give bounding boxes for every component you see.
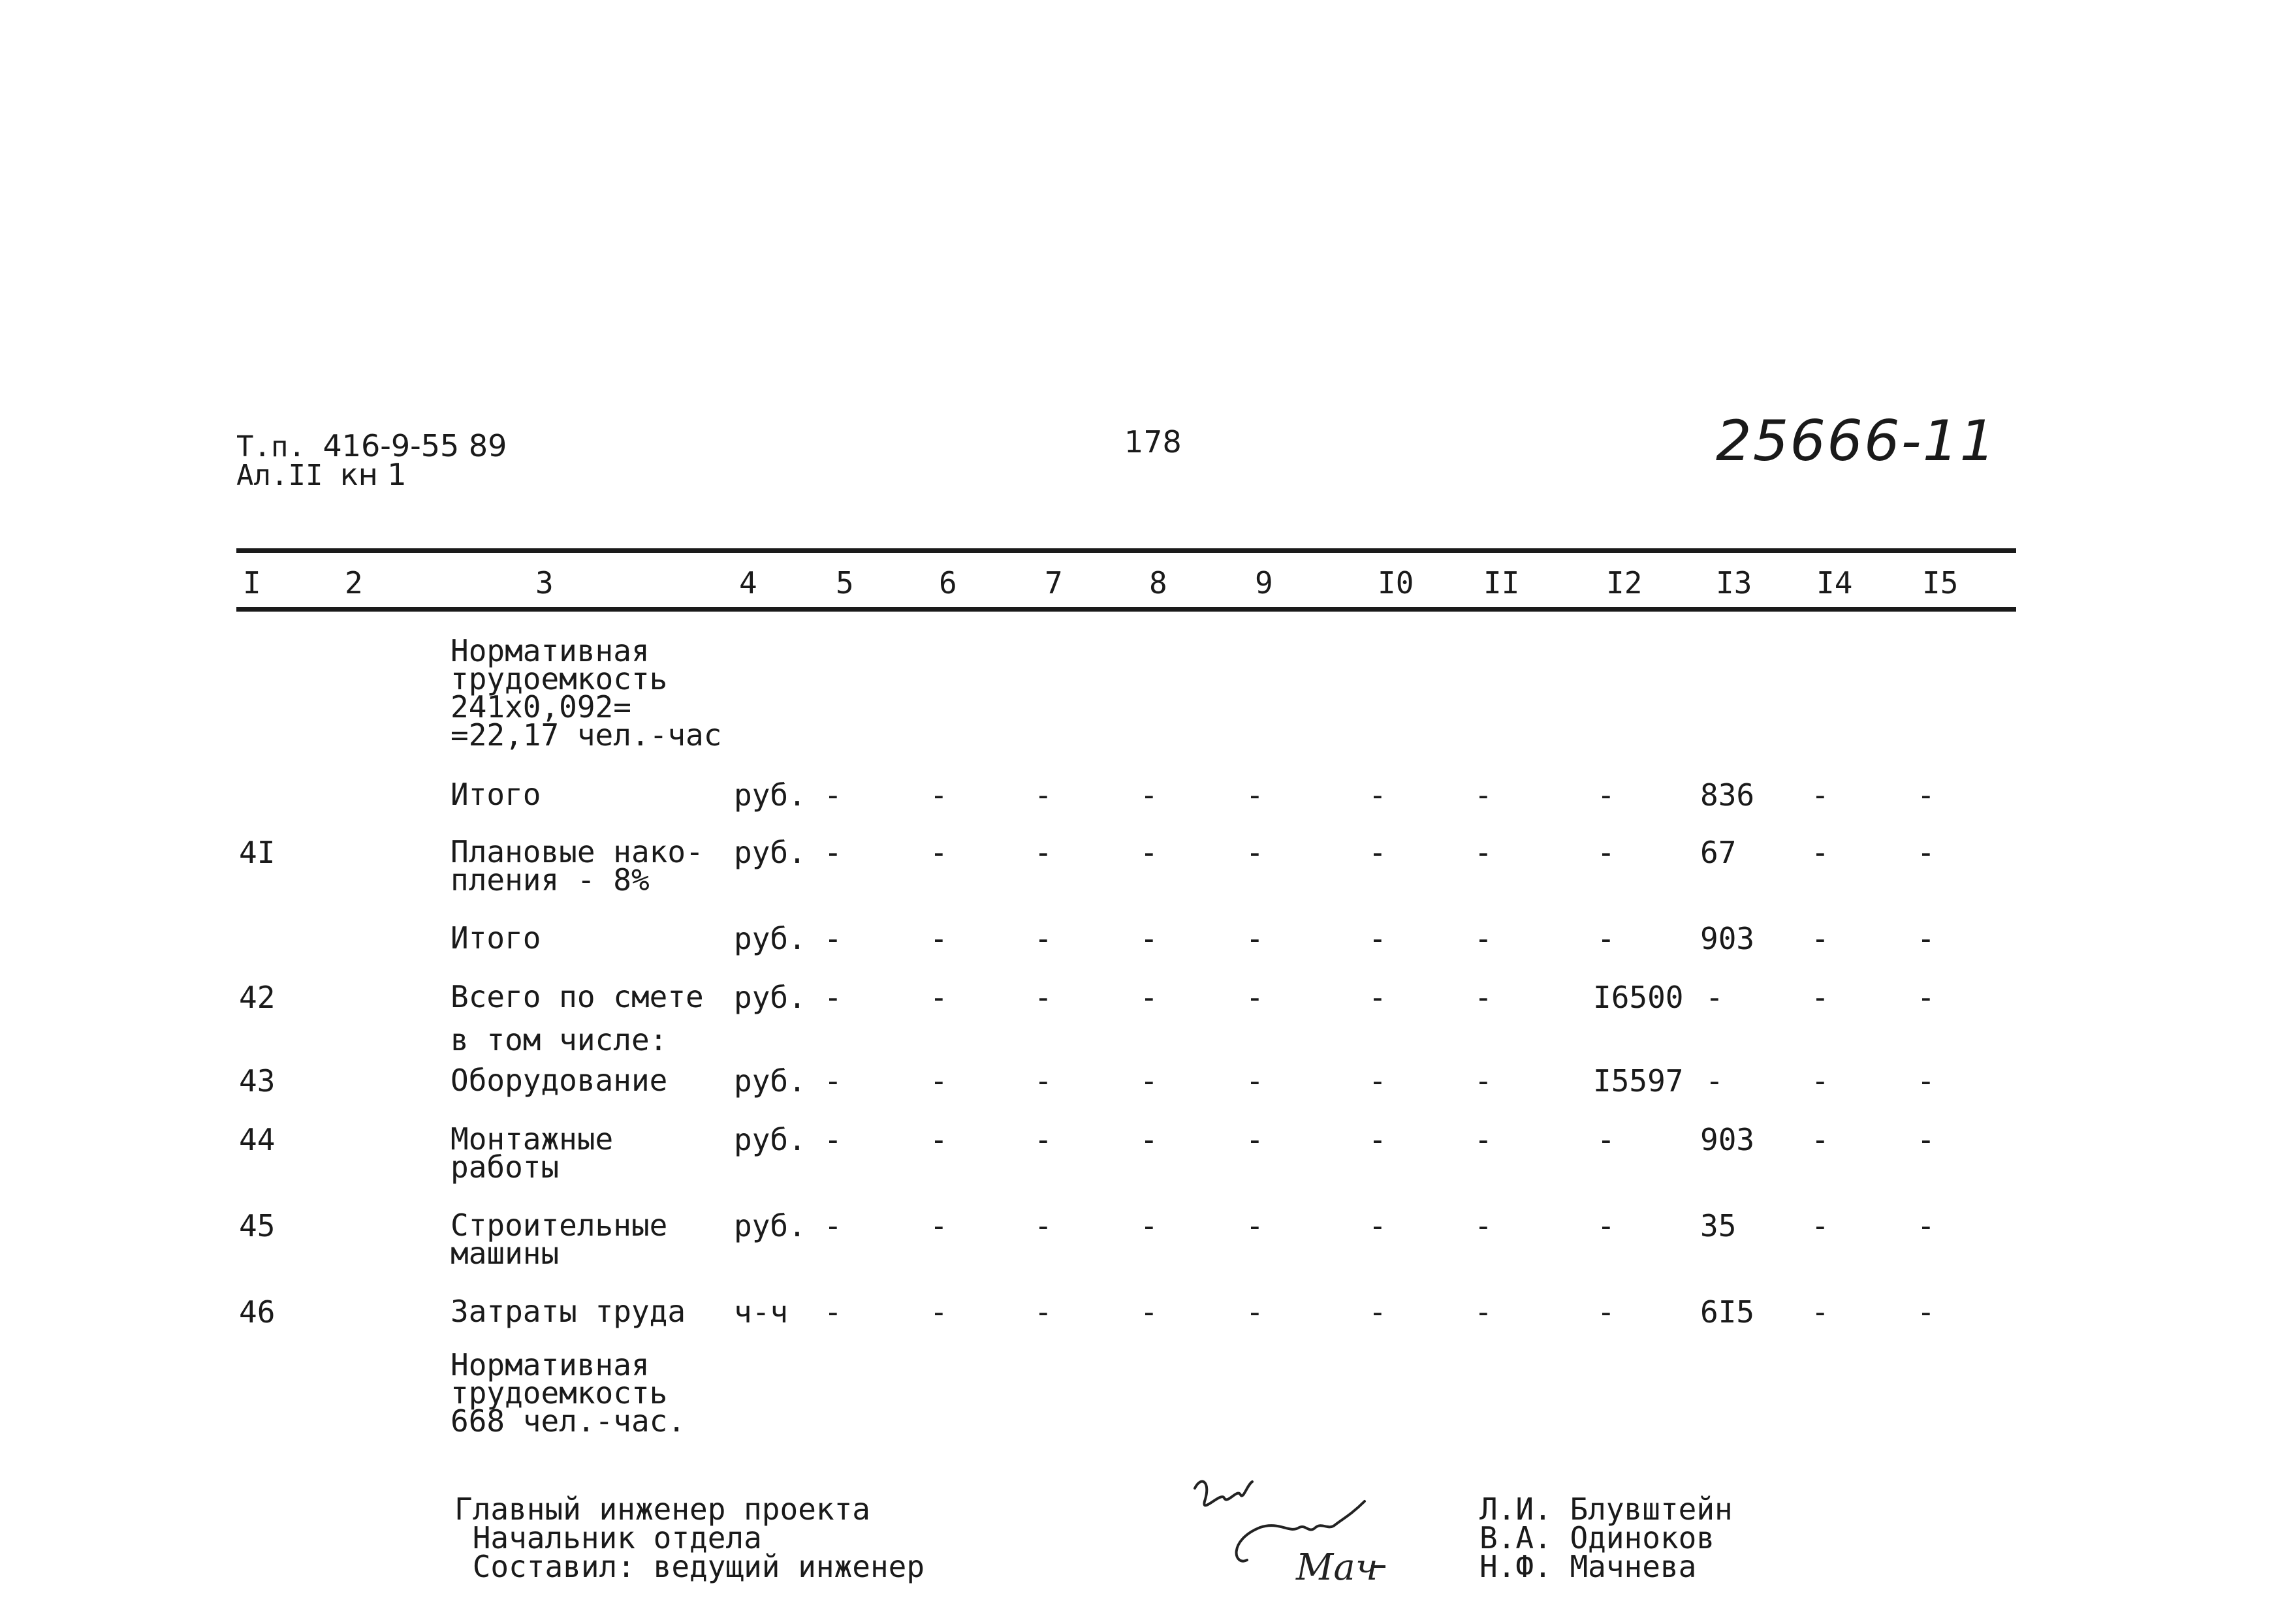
row-value-col-14: - — [1811, 1294, 1829, 1330]
row-description: Итого — [451, 920, 541, 956]
row-unit: ч-ч — [734, 1294, 789, 1330]
row-value-col-11: - — [1474, 1208, 1493, 1243]
row-value-col-10: - — [1368, 980, 1387, 1015]
row-value-col-9: - — [1246, 1208, 1264, 1243]
row-value-col-5: - — [824, 980, 842, 1015]
row-value-col-8: - — [1140, 777, 1158, 813]
album-prefix: Ал.II — [236, 459, 323, 492]
row-description: Строительные машины — [451, 1208, 668, 1271]
column-number-11: II — [1483, 565, 1520, 601]
row-value-col-9: - — [1246, 835, 1264, 870]
row-value-col-14: - — [1811, 980, 1829, 1015]
row-value-col-14: - — [1811, 835, 1829, 870]
handwritten-signatures — [1175, 1462, 1436, 1595]
document-number: 25666-11 — [1716, 409, 1997, 474]
column-number-3: 3 — [535, 565, 554, 601]
row-value-col-5: - — [824, 921, 842, 956]
column-number-15: I5 — [1922, 565, 1959, 601]
row-value-col-7: - — [1034, 1294, 1052, 1330]
row-value-col-12: - — [1597, 1294, 1615, 1330]
row-value-col-9: - — [1246, 921, 1264, 956]
row-value-col-7: - — [1034, 1122, 1052, 1157]
signatory-titles: Главный инженер проекта Начальник отдела Составил: ведущий инженер — [454, 1491, 925, 1584]
column-number-5: 5 — [836, 565, 854, 601]
row-value-col-6: - — [930, 1122, 948, 1157]
row-value-col-12: I6500 — [1593, 980, 1684, 1015]
row-value-col-8: - — [1140, 980, 1158, 1015]
row-value-col-12: - — [1597, 1122, 1615, 1157]
table-header-bottom-rule — [236, 607, 2016, 612]
series-code: 416-9-55 89 — [323, 428, 507, 463]
row-description: Монтажные работы — [451, 1121, 614, 1185]
row-value-col-12: - — [1597, 921, 1615, 956]
row-value-col-11: - — [1474, 835, 1493, 870]
column-number-2: 2 — [345, 565, 363, 601]
row-value-col-11: - — [1474, 1063, 1493, 1099]
row-value-col-8: - — [1140, 835, 1158, 870]
row-value-col-13: 903 — [1700, 921, 1755, 956]
column-number-4: 4 — [739, 565, 757, 601]
row-value-col-10: - — [1368, 835, 1387, 870]
row-value-col-5: - — [824, 835, 842, 870]
row-value-col-6: - — [930, 777, 948, 813]
row-value-col-10: - — [1368, 777, 1387, 813]
column-number-13: I3 — [1716, 565, 1752, 601]
row-value-col-15: - — [1917, 1122, 1935, 1157]
row-unit: руб. — [734, 835, 806, 870]
row-value-col-13: 836 — [1700, 777, 1755, 813]
row-value-col-10: - — [1368, 1122, 1387, 1157]
row-description: Оборудование — [451, 1063, 668, 1098]
signatory-names: Л.И. Блувштейн В.А. Одиноков Н.Ф. Мачнева — [1479, 1491, 1733, 1584]
row-value-col-5: - — [824, 1294, 842, 1330]
row-value-col-7: - — [1034, 1063, 1052, 1099]
row-value-col-9: - — [1246, 1063, 1264, 1099]
row-value-col-14: - — [1811, 1122, 1829, 1157]
row-value-col-14: - — [1811, 1208, 1829, 1243]
row-value-col-13: 903 — [1700, 1122, 1755, 1157]
row-description: Нормативная трудоемкость 668 чел.-час. — [451, 1347, 686, 1439]
row-description: Нормативная трудоемкость 241x0,092= =22,17 чел.-час — [451, 633, 722, 753]
row-value-col-7: - — [1034, 980, 1052, 1015]
row-value-col-6: - — [930, 1063, 948, 1099]
row-value-col-10: - — [1368, 1208, 1387, 1243]
row-value-col-13: 6I5 — [1700, 1294, 1755, 1330]
row-unit: руб. — [734, 1063, 806, 1099]
table-top-rule — [236, 548, 2016, 553]
row-value-col-12: - — [1597, 835, 1615, 870]
row-unit: руб. — [734, 921, 806, 956]
row-description: в том числе: — [451, 1022, 668, 1057]
row-value-col-12: - — [1597, 777, 1615, 813]
row-value-col-11: - — [1474, 1294, 1493, 1330]
row-value-col-12: - — [1597, 1208, 1615, 1243]
row-value-col-8: - — [1140, 1294, 1158, 1330]
row-value-col-5: - — [824, 1208, 842, 1243]
row-value-col-13: 35 — [1700, 1208, 1737, 1243]
row-number: 44 — [239, 1122, 276, 1157]
album-book: кн 1 — [340, 457, 407, 492]
row-value-col-6: - — [930, 1294, 948, 1330]
row-value-col-8: - — [1140, 1122, 1158, 1157]
row-value-col-7: - — [1034, 1208, 1052, 1243]
row-description: Затраты труда — [451, 1294, 686, 1329]
row-value-col-9: - — [1246, 980, 1264, 1015]
signature-1 — [1195, 1482, 1252, 1506]
row-value-col-15: - — [1917, 1063, 1935, 1099]
row-value-col-7: - — [1034, 835, 1052, 870]
row-value-col-11: - — [1474, 777, 1493, 813]
signature-3: Мач — [1296, 1546, 1378, 1589]
row-description: Плановые нако- пления - 8% — [451, 834, 704, 898]
row-value-col-15: - — [1917, 921, 1935, 956]
row-value-col-9: - — [1246, 777, 1264, 813]
column-number-10: I0 — [1378, 565, 1414, 601]
column-number-9: 9 — [1255, 565, 1273, 601]
row-value-col-7: - — [1034, 921, 1052, 956]
row-value-col-15: - — [1917, 980, 1935, 1015]
page-number: 178 — [1124, 424, 1182, 460]
row-value-col-8: - — [1140, 921, 1158, 956]
row-value-col-9: - — [1246, 1122, 1264, 1157]
row-value-col-5: - — [824, 777, 842, 813]
column-number-14: I4 — [1816, 565, 1853, 601]
column-number-8: 8 — [1149, 565, 1167, 601]
row-value-col-9: - — [1246, 1294, 1264, 1330]
column-number-7: 7 — [1045, 565, 1063, 601]
row-unit: руб. — [734, 777, 806, 813]
row-value-col-11: - — [1474, 980, 1493, 1015]
row-value-col-15: - — [1917, 835, 1935, 870]
column-number-12: I2 — [1606, 565, 1643, 601]
series-prefix: Т.п. — [236, 430, 306, 463]
row-value-col-6: - — [930, 835, 948, 870]
row-value-col-14: - — [1811, 921, 1829, 956]
row-value-col-6: - — [930, 980, 948, 1015]
row-value-col-15: - — [1917, 1294, 1935, 1330]
row-value-col-6: - — [930, 1208, 948, 1243]
row-description: Всего по смете — [451, 979, 704, 1014]
row-number: 43 — [239, 1063, 276, 1099]
row-value-col-11: - — [1474, 921, 1493, 956]
row-value-col-6: - — [930, 921, 948, 956]
row-value-col-7: - — [1034, 777, 1052, 813]
row-unit: руб. — [734, 1122, 806, 1157]
row-value-col-14: - — [1811, 777, 1829, 813]
row-value-col-13: 67 — [1700, 835, 1737, 870]
signatures-drawing — [1175, 1462, 1436, 1593]
row-value-col-13: - — [1705, 1063, 1724, 1099]
row-value-col-5: - — [824, 1122, 842, 1157]
row-description: Итого — [451, 777, 541, 812]
row-value-col-10: - — [1368, 921, 1387, 956]
row-value-col-11: - — [1474, 1122, 1493, 1157]
row-value-col-14: - — [1811, 1063, 1829, 1099]
row-number: 45 — [239, 1208, 276, 1243]
row-value-col-13: - — [1705, 980, 1724, 1015]
row-value-col-8: - — [1140, 1208, 1158, 1243]
column-number-6: 6 — [939, 565, 957, 601]
series-designation — [236, 428, 507, 492]
row-number: 42 — [239, 980, 276, 1015]
column-number-1: I — [243, 565, 261, 601]
row-number: 4I — [239, 835, 276, 870]
row-unit: руб. — [734, 980, 806, 1015]
row-value-col-5: - — [824, 1063, 842, 1099]
row-value-col-15: - — [1917, 1208, 1935, 1243]
row-value-col-12: I5597 — [1593, 1063, 1684, 1099]
row-value-col-10: - — [1368, 1063, 1387, 1099]
row-value-col-10: - — [1368, 1294, 1387, 1330]
row-number: 46 — [239, 1294, 276, 1330]
row-unit: руб. — [734, 1208, 806, 1243]
row-value-col-15: - — [1917, 777, 1935, 813]
row-value-col-8: - — [1140, 1063, 1158, 1099]
